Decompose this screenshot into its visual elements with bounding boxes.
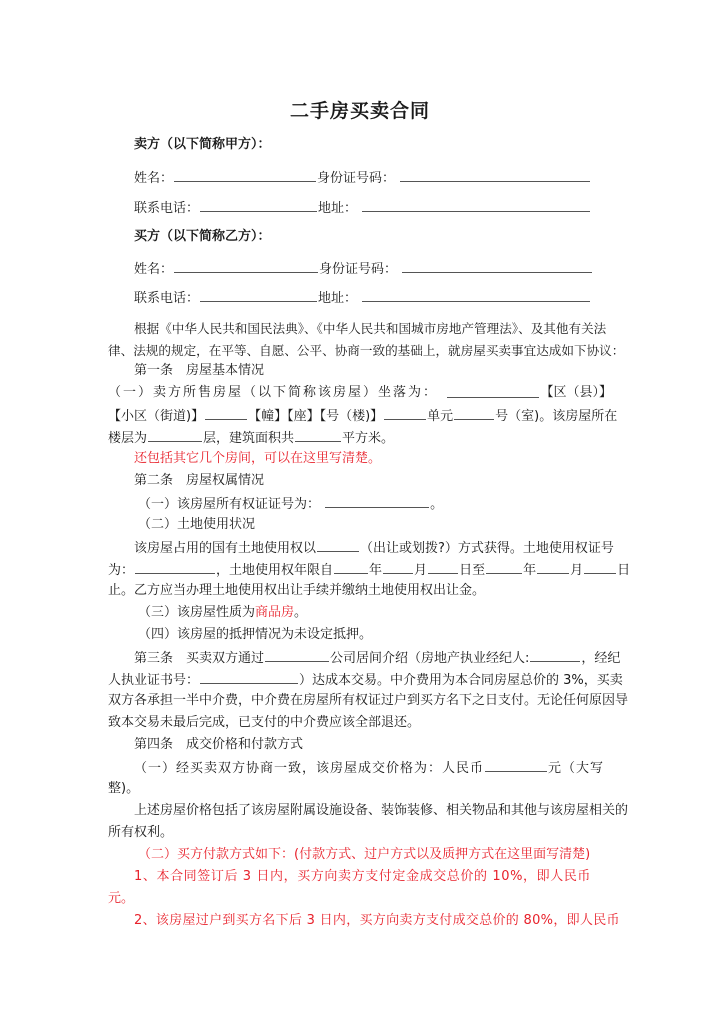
land-cert-field[interactable] [135, 560, 215, 574]
article2-heading: 第二条 房屋权属情况 [134, 473, 265, 488]
price-unit-label: 元（大写 [548, 761, 605, 776]
agency-fee-text: ）达成本交易。中介费用为本合同房屋总价的 3%，买卖 [299, 673, 623, 688]
article1-location-label: （一）卖方所售房屋（以下简称该房屋）坐落为： [108, 385, 439, 400]
seller-phone-field[interactable] [200, 198, 317, 212]
floor-label: 楼层为 [108, 431, 148, 446]
seller-id-field[interactable] [400, 168, 590, 182]
article4-price-row [134, 758, 604, 778]
property-type-value: 商品房 [255, 605, 295, 620]
area-label: 层，建筑面积共 [203, 431, 295, 446]
district-label: 【区（县）】 [540, 385, 612, 400]
start-month-field[interactable] [383, 560, 413, 574]
article2-land-row-2 [108, 560, 630, 580]
land-method-label: （出让或划拨?）方式获得。土地使用权证号 [360, 541, 614, 556]
article3-row-4: 致本交易未最后完成，已支付的中介费应该全部退还。 [108, 715, 421, 730]
article2-land-heading: （二）土地使用状况 [138, 517, 256, 532]
end-day-field[interactable] [584, 560, 616, 574]
seller-address-field[interactable] [362, 198, 590, 212]
month-label: 月 [414, 563, 428, 578]
preamble-line-2: 律、法规的规定，在平等、自愿、公平、协商一致的基础上，就房屋买卖事宜达成如下协议： [108, 343, 625, 358]
ownership-cert-label: （一）该房屋所有权证证号为： [138, 497, 321, 512]
article4-includes-row-1: 上述房屋价格包括了该房屋附属设施设备、装饰装修、相关物品和其他与该房屋相关的 [134, 803, 629, 818]
land-term-label: ，土地使用权年限自 [216, 563, 334, 578]
buyer-name-row [134, 259, 593, 279]
area-unit-label: 平方米。 [342, 431, 395, 446]
seller-name-field[interactable] [174, 168, 316, 182]
land-right-label: 该房屋占用的国有土地使用权以 [134, 541, 317, 556]
article1-floor-row [108, 428, 394, 448]
buyer-address-label: 地址： [318, 291, 358, 306]
buyer-phone-label: 联系电话： [134, 291, 200, 306]
day-to-label: 日至 [459, 563, 486, 578]
unit-label: 单元 [427, 409, 454, 424]
land-cert-label: 为： [108, 563, 135, 578]
seller-address-label: 地址： [318, 201, 358, 216]
article3-row-3: 双方各承担一半中介费，中介费在房屋所有权证过户到买方名下之日支付。无论任何原因导 [108, 693, 629, 708]
article1-note: 还包括其它几个房间，可以在这里写清楚。 [134, 451, 382, 466]
cert-period: 。 [430, 497, 444, 512]
article4-includes-row-2: 所有权利。 [108, 825, 174, 840]
payment-item-2: 2、该房屋过户到买方名下后 3 日内，买方向卖方支付成交总价的 80%，即人民币 [134, 913, 620, 928]
article2-cert-row [138, 494, 443, 514]
buyer-phone-field[interactable] [200, 288, 317, 302]
agency-label: 第三条 买卖双方通过 [134, 651, 265, 666]
article3-row-2 [108, 670, 623, 690]
article2-mortgage: （四）该房屋的抵押情况为未设定抵押。 [138, 627, 373, 642]
seller-phone-label: 联系电话： [134, 201, 200, 216]
land-method-field[interactable] [317, 538, 359, 552]
seller-name-label: 姓名： [134, 171, 174, 186]
article1-location-row [108, 384, 612, 402]
agent-label: 公司居间介绍（房地产执业经纪人: [330, 651, 530, 666]
buyer-id-label: 身份证号码： [319, 262, 398, 277]
seller-heading: 卖方（以下简称甲方）： [134, 137, 271, 152]
room-label: 号（室)。该房屋所在 [495, 409, 618, 424]
agent-field[interactable] [530, 648, 580, 662]
district-field[interactable] [447, 384, 539, 398]
community-label: 【小区（街道)】 [108, 409, 205, 424]
start-day-field[interactable] [428, 560, 458, 574]
agency-field[interactable] [265, 648, 329, 662]
article4-price-row-2: 整)。 [108, 781, 140, 796]
unit-field[interactable] [454, 406, 494, 420]
end-year-label: 年 [523, 563, 537, 578]
end-day-label: 日 [617, 563, 631, 578]
payment-item-1-cont: 元。 [108, 891, 135, 906]
floor-field[interactable] [148, 428, 202, 442]
price-label: （一）经买卖双方协商一致，该房屋成交价格为：人民币 [134, 761, 485, 776]
buyer-id-field[interactable] [402, 259, 592, 273]
article1-heading: 第一条 房屋基本情况 [134, 363, 265, 378]
article4-heading: 第四条 成交价格和付款方式 [134, 737, 304, 752]
property-type-label: （三）该房屋性质为 [138, 605, 256, 620]
end-year-field[interactable] [486, 560, 522, 574]
agent-cert-field[interactable] [200, 670, 298, 684]
property-type-period: 。 [294, 605, 308, 620]
buyer-heading: 买方（以下简称乙方）： [134, 229, 271, 244]
building-field[interactable] [384, 406, 426, 420]
agent-cert-prefix: ，经纪 [581, 651, 621, 666]
article1-unit-row [108, 406, 617, 426]
article3-row-1 [134, 648, 620, 668]
seller-name-row [134, 168, 591, 188]
seller-id-label: 身份证号码： [317, 171, 396, 186]
article2-property-type [138, 604, 307, 622]
article2-land-row-3: 止。乙方应当办理土地使用权出让手续并缴纳土地使用权出让金。 [108, 583, 486, 598]
payment-item-1: 1、本合同签订后 3 日内，买方向卖方支付定金成交总价的 10%，即人民币 [134, 869, 592, 884]
payment-heading: （二）买方付款方式如下：(付款方式、过户方式以及质押方式在这里面写清楚) [138, 847, 591, 862]
agent-cert-label: 人执业证书号： [108, 673, 200, 688]
area-field[interactable] [295, 428, 341, 442]
start-year-field[interactable] [334, 560, 368, 574]
article2-land-row-1 [134, 538, 614, 558]
buyer-address-field[interactable] [362, 288, 590, 302]
ownership-cert-field[interactable] [325, 494, 429, 508]
end-month-label: 月 [570, 563, 584, 578]
document-title: 二手房买卖合同 [289, 100, 430, 122]
year-label: 年 [369, 563, 383, 578]
price-field[interactable] [485, 758, 547, 772]
building-label: 【幢】【座】【号（楼)】 [248, 409, 384, 424]
buyer-contact-row [134, 288, 591, 308]
buyer-name-label: 姓名： [134, 262, 174, 277]
community-field[interactable] [205, 406, 247, 420]
preamble-line-1: 根据《中华人民共和国民法典》、《中华人民共和国城市房地产管理法》、及其他有关法 [134, 321, 607, 336]
seller-contact-row [134, 198, 591, 218]
end-month-field[interactable] [537, 560, 569, 574]
buyer-name-field[interactable] [174, 259, 318, 273]
